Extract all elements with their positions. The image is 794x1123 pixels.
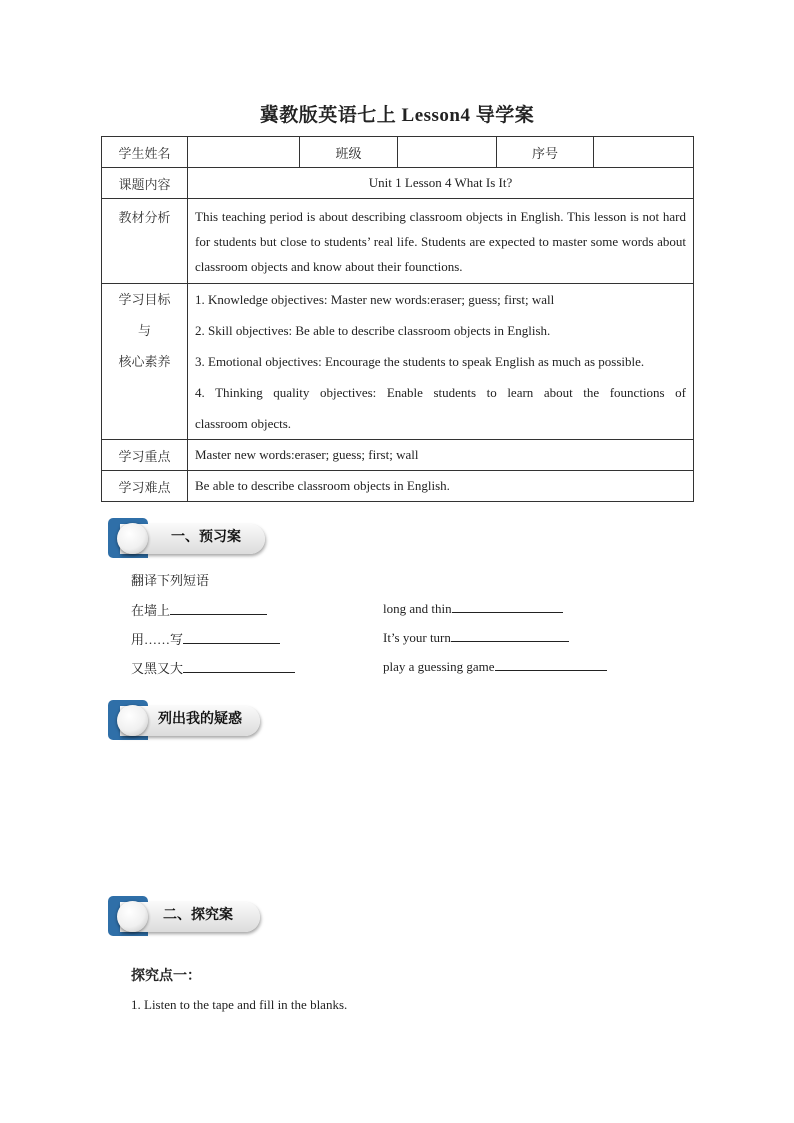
phrase-item: [383, 658, 607, 675]
phrase-text: play a guessing game: [383, 659, 495, 674]
analysis-text: This teaching period is about describing classroom objects in English. This lesson is not hard for students but close to students’ real life. Students are expected to master some words about classroom objects and know about their founctions.: [188, 199, 694, 284]
circle-bullet-icon: [117, 901, 148, 932]
student-name-label: 学生姓名: [102, 137, 188, 168]
phrase-item: [383, 600, 563, 617]
class-label: 班级: [300, 137, 398, 168]
analysis-label: 教材分析: [102, 199, 188, 284]
table-row: [102, 284, 694, 440]
key-label: 学习重点: [102, 440, 188, 471]
answer-blank[interactable]: [183, 660, 295, 673]
phrase-item: [131, 658, 295, 677]
goals-label: [102, 284, 188, 440]
answer-blank[interactable]: [183, 631, 280, 644]
section-heading: 二、探究案: [163, 907, 233, 923]
class-field[interactable]: [398, 137, 497, 168]
explore-task: 1. Listen to the tape and fill in the blanks.: [131, 997, 348, 1012]
circle-bullet-icon: [117, 705, 148, 736]
goals-list: [188, 284, 694, 440]
phrase-text: 又黑又大: [131, 661, 184, 676]
seat-label: 序号: [497, 137, 594, 168]
table-row: [102, 471, 694, 502]
answer-blank[interactable]: [495, 658, 607, 671]
seat-field[interactable]: [594, 137, 694, 168]
answer-blank[interactable]: [452, 600, 563, 613]
phrase-item: [383, 629, 569, 646]
table-row: [102, 440, 694, 471]
difficulty-value: Be able to describe classroom objects in English.: [188, 471, 694, 502]
phrase-item: [131, 629, 280, 648]
phrase-text: 在墙上: [131, 603, 171, 618]
goal-item: 3. Emotional objectives: Encourage the students to speak English as much as possible.: [195, 354, 645, 369]
topic-label: 课题内容: [102, 168, 188, 199]
instruction-text: 翻译下列短语: [131, 573, 210, 588]
difficulty-label: 学习难点: [102, 471, 188, 502]
topic-value: Unit 1 Lesson 4 What Is It?: [188, 168, 694, 199]
document-title: 冀教版英语七上 Lesson4 导学案: [259, 105, 535, 126]
goals-label-line: 学习目标: [118, 292, 171, 307]
goal-item: 2. Skill objectives: Be able to describe classroom objects in English.: [195, 323, 551, 338]
goals-label-line: 核心素养: [118, 354, 171, 369]
circle-bullet-icon: [117, 523, 148, 554]
table-row: [102, 137, 694, 168]
goal-item: classroom objects.: [195, 416, 292, 431]
table-row: [102, 168, 694, 199]
explore-point-title: 探究点一：: [131, 968, 201, 984]
phrase-text: It’s your turn: [383, 630, 451, 645]
key-value: Master new words:eraser; guess; first; wall: [188, 440, 694, 471]
answer-blank[interactable]: [451, 629, 569, 642]
phrase-text: 用……写: [131, 632, 184, 647]
phrase-item: [131, 600, 267, 619]
goals-label-line: 与: [137, 323, 151, 338]
section-heading: 一、预习案: [171, 529, 241, 545]
phrase-text: long and thin: [383, 601, 452, 616]
table-row: [102, 199, 694, 284]
student-name-field[interactable]: [188, 137, 300, 168]
answer-blank[interactable]: [170, 602, 267, 615]
goal-item: 1. Knowledge objectives: Master new words:eraser; guess; first; wall: [195, 292, 555, 307]
section-heading: 列出我的疑惑: [158, 711, 242, 727]
goal-item: 4. Thinking quality objectives: Enable students to learn about the founctions of: [195, 385, 686, 400]
info-table: [101, 136, 694, 502]
